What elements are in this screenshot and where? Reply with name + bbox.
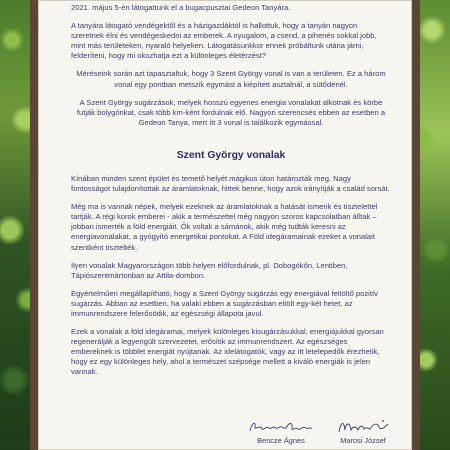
measurement-paragraph: Méréseink során azt tapasztaltuk, hogy 3 Szent György vonal is van a területen. Ez a három vonal egy pontban metszik egymást a kiépített asztalnál, a sütődénél. [76,69,386,89]
regeneration-paragraph: Ezek a vonalak a föld idegáramai, melyek különleges kisugárzásukkal, energiájukkal gyorsan regenerálják a legyengült szervezetet, erősítik az immunrendszert. Az egészséges embereknek is többlet energiát nyújtanak. Az idelátogatók, vagy az itt letelepedők érezhetik, hogy ez egy különleges hely, ahol a természet szépsége mellett a kiváló energiák is jelen vannak. [71,327,384,377]
signature-name-marosi: Marosi József [340,436,386,445]
signature-name-bencze: Bencze Ágnes [257,436,305,445]
signature-block-bencze [236,418,326,445]
signature-block-marosi [328,418,398,445]
information-sign [38,0,412,450]
peoples-paragraph: Még ma is vannak népek, melyek ezeknek az áramlatoknak a hatását ismerik és tisztelettel tartják. A régi korok emberei - akik a természettel még nagyon szoros kapcsolatban álltak – jobban ismerték a föld energiáit. Ők voltak a sámánok, akik még tudták keresni az energiavonalakat, a gyógyító energetikai pontokat. A Föld idegáramainak ezeket a vonalait szentként tisztelték. [71,202,378,252]
signatures-area [38,418,412,450]
intro-date-paragraph: 2021. május 5-én látogattunk el a bugacpusztai Gedeon Tanyára. [71,3,291,12]
handwritten-signature-marosi [333,418,393,436]
section-heading: Szent György vonalak [176,149,286,161]
sign-post-left [30,0,38,450]
intro-visit-paragraph: A tanyára látogató vendégektől és a házigazdáktól is hallottuk, hogy a tanyán nagyon szeretnek élni és vendégeskedni az emberek. A nyugalom, a csend, a pihenés sokkal jobb, mint más területeken, nyaraló helyeken. Látogatásunkkor ennek próbáltunk utána járni, felderíteni, hogy mi okozhatja ezt a különleges életérzést? [71,21,377,61]
radiation-paragraph: A Szent György sugárzások, melyek hosszú egyenes energia vonalakat alkotnak és körbe futják bolygónkat, csak több km-ként fordulnak elő. Nagyon szerencsés ebben az esetben a Gedeon Tanya, mert itt 3 vonal is találkozik egymással. [76,97,386,127]
hungary-paragraph: Ilyen vonalak Magyarországon több helyen előfordulnak, pl. Dobogókőn, Lentiben, Tápiószentmártonban az Attila-dombon. [71,260,348,280]
handwritten-signature-bencze [246,418,316,436]
china-paragraph: Kínában minden szent épület és temető helyét mágikus úton határozták meg. Nagy fontosságot tulajdonítottak az áramlatoknak, hittek benne, hogy azok irányítják a család sorsát. [71,173,390,194]
positive-radiation-paragraph: Egyértelműen megállapítható, hogy a Szent György sugárzás egy energiával feltöltő pozitív sugárzás. Abban az esetben, ha valaki ebben a sugárzásban eltölt egy-két hetet, az immunrendszere felerősödik, az egészségi állapota javul. [71,288,378,318]
sign-text-body [71,0,391,378]
sign-post-right [412,0,420,450]
